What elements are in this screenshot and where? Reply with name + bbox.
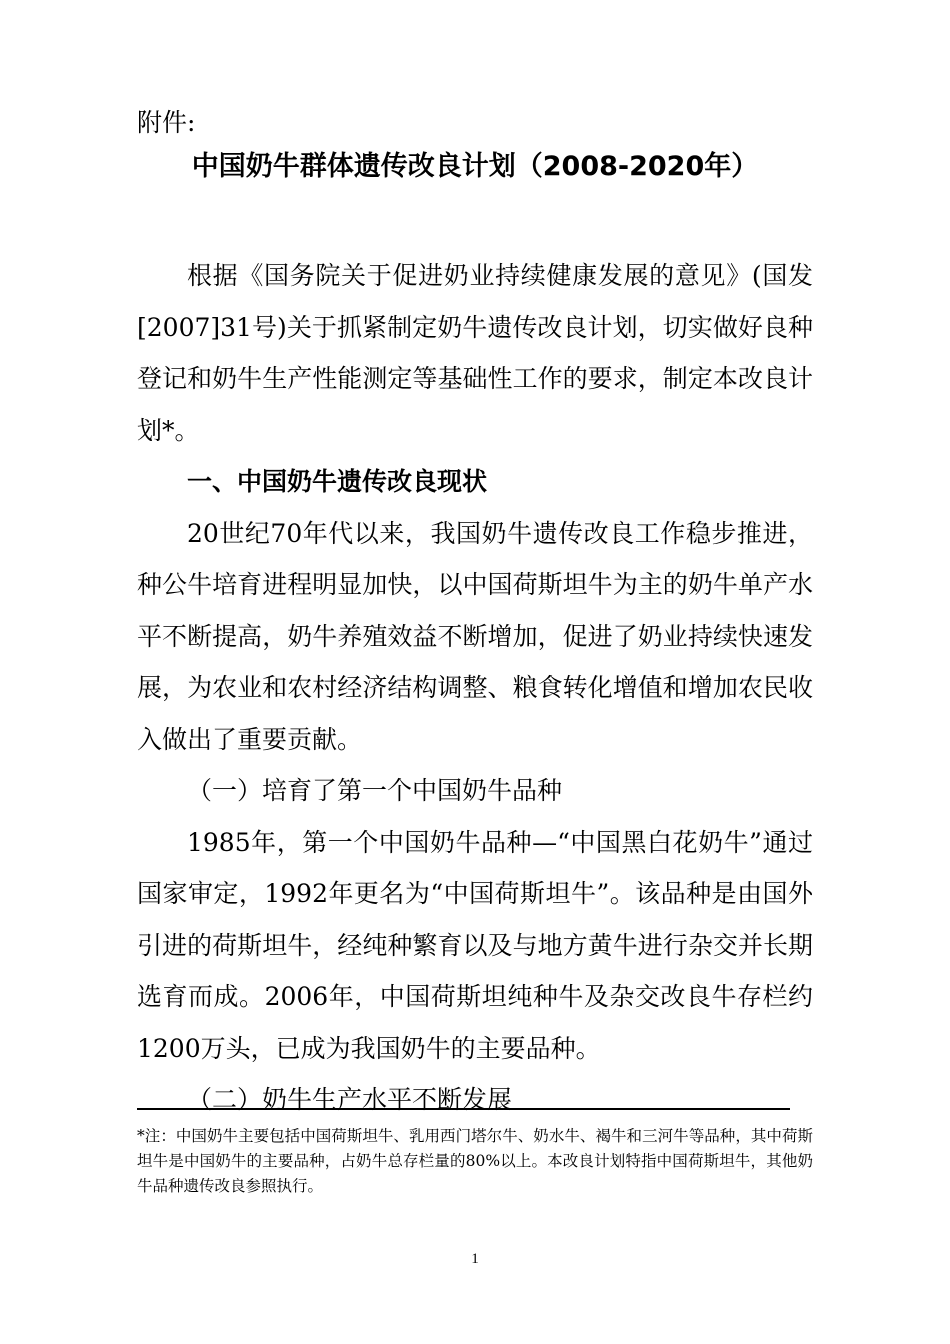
subsection-heading-1: （一）培育了第一个中国奶牛品种 xyxy=(187,776,563,805)
page-number: 1 xyxy=(471,1251,479,1267)
section-heading-1: 一、中国奶牛遗传改良现状 xyxy=(187,467,488,496)
document-title: 中国奶牛群体遗传改良计划（2008-2020年） xyxy=(191,151,759,182)
section-paragraph-1: 20世纪70年代以来，我国奶牛遗传改良工作稳步推进，种公牛培育进程明显加快，以中国荷斯坦牛为主的奶牛单产水平不断提高，奶牛养殖效益不断增加，促进了奶业持续快速发展，为农业和农村经济结构调整、粮食转化增值和增加农民收入做出了重要贡献。 xyxy=(137,518,813,754)
document-body xyxy=(137,250,813,1126)
footnote-divider xyxy=(137,1108,790,1110)
attachment-label: 附件: xyxy=(137,108,196,137)
intro-paragraph: 根据《国务院关于促进奶业持续健康发展的意见》(国发[2007]31号)关于抓紧制定奶牛遗传改良计划，切实做好良种登记和奶牛生产性能测定等基础性工作的要求，制定本改良计划*。 xyxy=(137,261,813,445)
subsection-paragraph-1: 1985年，第一个中国奶牛品种—“中国黑白花奶牛”通过国家审定，1992年更名为“中国荷斯坦牛”。该品种是由国外引进的荷斯坦牛，经纯种繁育以及与地方黄牛进行杂交并长期选育而成。2006年，中国荷斯坦纯种牛及杂交改良牛存栏约1200万头，已成为我国奶牛的主要品种。 xyxy=(137,827,813,1063)
footnote: *注：中国奶牛主要包括中国荷斯坦牛、乳用西门塔尔牛、奶水牛、褐牛和三河牛等品种，其中荷斯坦牛是中国奶牛的主要品种，占奶牛总存栏量的80%以上。本改良计划特指中国荷斯坦牛，其他奶牛品种遗传改良参照执行。 xyxy=(137,1127,813,1195)
subsection-heading-2: （二）奶牛生产水平不断发展 xyxy=(187,1085,513,1114)
